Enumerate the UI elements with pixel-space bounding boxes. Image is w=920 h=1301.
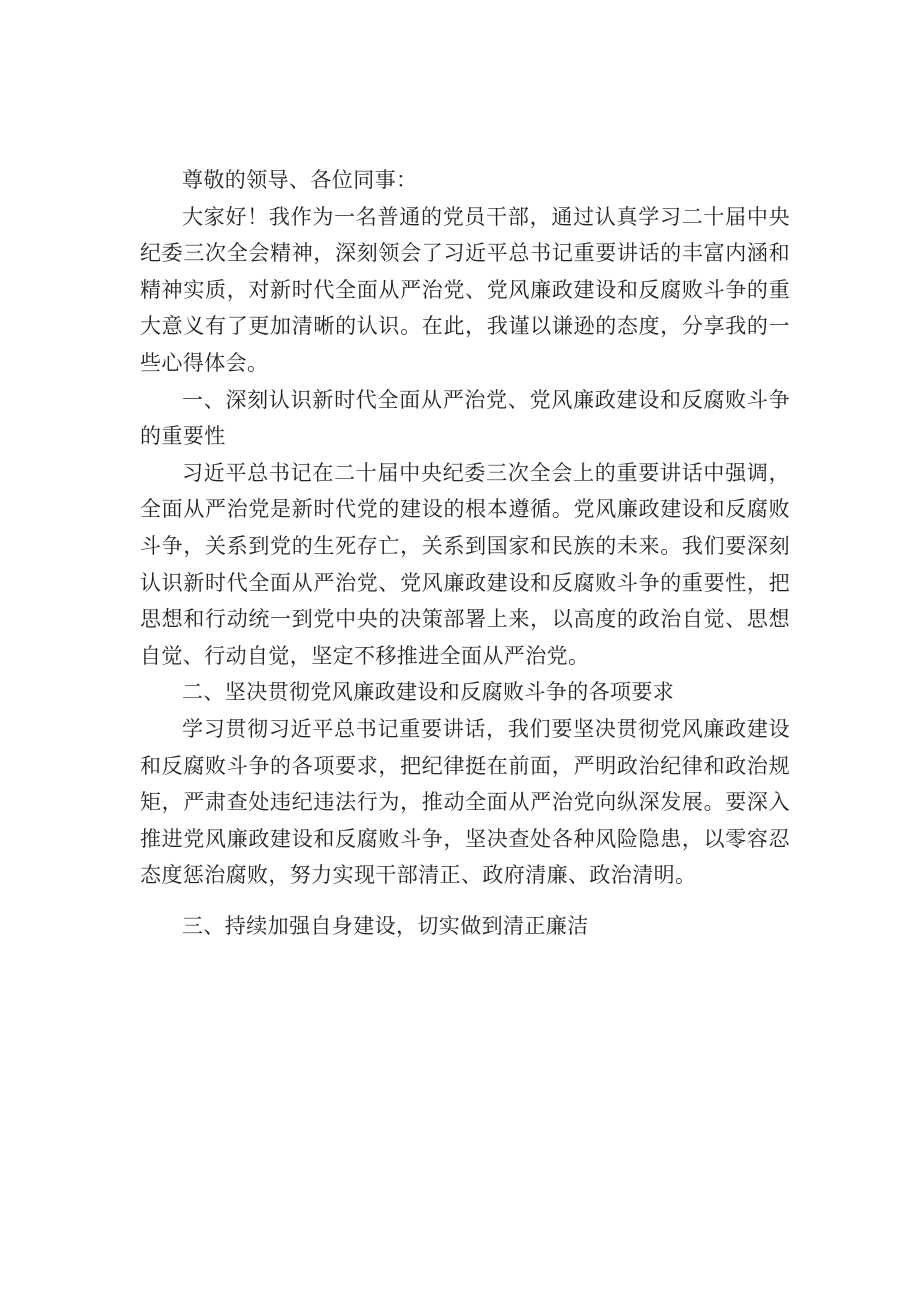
document-body — [140, 162, 790, 944]
intro-paragraph: 大家好！我作为一名普通的党员干部，通过认真学习二十届中央纪委三次全会精神，深刻领会了习近平总书记重要讲话的丰富内涵和精神实质，对新时代全面从严治党、党风廉政建设和反腐败斗争的重大意义有了更加清晰的认识。在此，我谨以谦逊的态度，分享我的一些心得体会。 — [140, 204, 790, 375]
section-heading-3: 三、持续加强自身建设，切实做到清正廉洁 — [182, 913, 589, 938]
section-heading-1: 一、深刻认识新时代全面从严治党、党风廉政建设和反腐败斗争的重要性 — [140, 387, 790, 449]
section-body-2: 学习贯彻习近平总书记重要讲话，我们要坚决贯彻党风廉政建设和反腐败斗争的各项要求，把纪律挺在前面，严明政治纪律和政治规矩，严肃查处违纪违法行为，推动全面从严治党向纵深发展。要深入推进党风廉政建设和反腐败斗争，坚决查处各种风险隐患，以零容忍态度惩治腐败，努力实现干部清正、政府清廉、政治清明。 — [140, 716, 790, 888]
salutation: 尊敬的领导、各位同事： — [182, 168, 418, 192]
section-heading-2: 二、坚决贯彻党风廉政建设和反腐败斗争的各项要求 — [182, 680, 675, 705]
section-body-1: 习近平总书记在二十届中央纪委三次全会上的重要讲话中强调，全面从严治党是新时代党的建设的根本遵循。党风廉政建设和反腐败斗争，关系到党的生死存亡，关系到国家和民族的未来。我们要深刻认识新时代全面从严治党、党风廉政建设和反腐败斗争的重要性，把思想和行动统一到党中央的决策部署上来，以高度的政治自觉、思想自觉、行动自觉，坚定不移推进全面从严治党。 — [140, 460, 790, 668]
